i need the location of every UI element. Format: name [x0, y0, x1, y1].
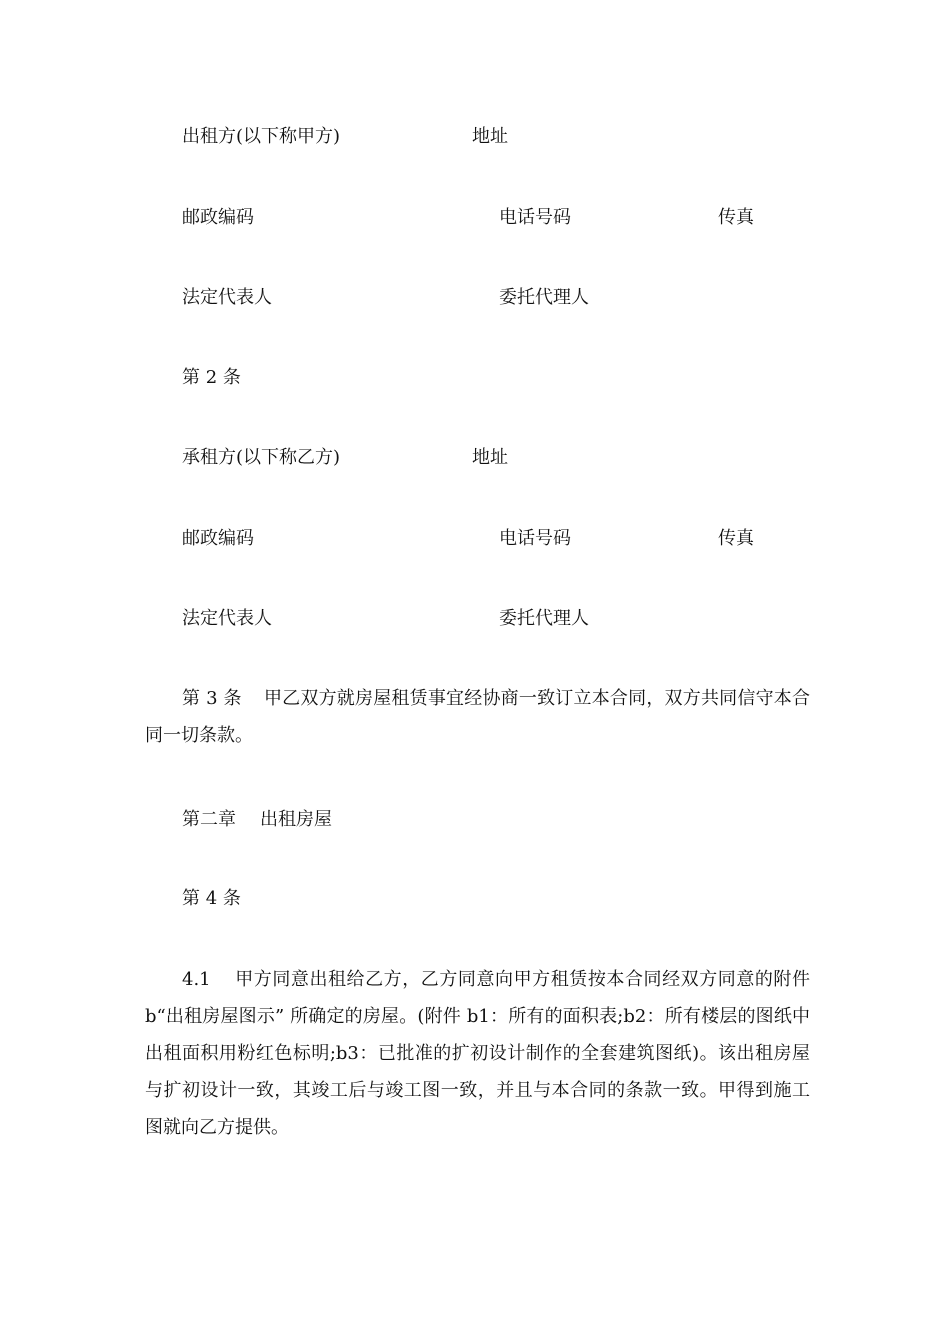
lessee-postcode-label: 邮政编码 [182, 528, 254, 549]
article-3-paragraph [145, 680, 810, 754]
article-2-row [0, 364, 950, 392]
lessee-party-row [0, 444, 950, 472]
lessor-party-row [0, 123, 950, 151]
lessor-address-label: 地址 [472, 126, 508, 147]
lessee-fax-label: 传真 [718, 528, 754, 549]
lessor-fax-label: 传真 [718, 207, 754, 228]
article-3-text: 甲乙双方就房屋租赁事宜经协商一致订立本合同，双方共同信守本合同一切条款。 [145, 688, 810, 746]
article-4-row [0, 885, 950, 913]
article-4-heading: 第 4 条 [182, 888, 241, 909]
lessor-legal-rep-label: 法定代表人 [182, 287, 272, 308]
article-3-heading: 第 3 条 [182, 688, 242, 709]
lessee-party-label: 承租方(以下称乙方) [182, 447, 341, 468]
clause-4-1-text: 甲方同意出租给乙方，乙方同意向甲方租赁按本合同经双方同意的附件 b“出租房屋图示” 所确定的房屋。(附件 b1：所有的面积表;b2：所有楼层的图纸中出租面积用粉红色标明;b3：已批准的扩初设计制作的全套建筑图纸)。该出租房屋与扩初设计一致，其竣工后与竣工图一致，并且与本合同的条款一致。甲得到施工图就向乙方提供。 [145, 969, 810, 1138]
chapter-2-number: 第二章 [182, 809, 236, 830]
lessee-phone-label: 电话号码 [499, 528, 571, 549]
lessee-address-label: 地址 [472, 447, 508, 468]
lessee-representative-row [0, 605, 950, 633]
chapter-2-title: 出租房屋 [260, 809, 332, 830]
lessee-agent-label: 委托代理人 [499, 608, 589, 629]
article-2-heading: 第 2 条 [182, 367, 241, 388]
clause-4-1-paragraph [145, 961, 810, 1146]
clause-4-1-number: 4.1 [182, 969, 211, 990]
chapter-2-heading [0, 806, 950, 834]
lessor-party-label: 出租方(以下称甲方) [182, 126, 341, 147]
lessor-representative-row [0, 284, 950, 312]
lessor-postcode-label: 邮政编码 [182, 207, 254, 228]
lessor-phone-label: 电话号码 [499, 207, 571, 228]
lessor-agent-label: 委托代理人 [499, 287, 589, 308]
lessee-contact-row [0, 525, 950, 553]
lessor-contact-row [0, 204, 950, 232]
lessee-legal-rep-label: 法定代表人 [182, 608, 272, 629]
